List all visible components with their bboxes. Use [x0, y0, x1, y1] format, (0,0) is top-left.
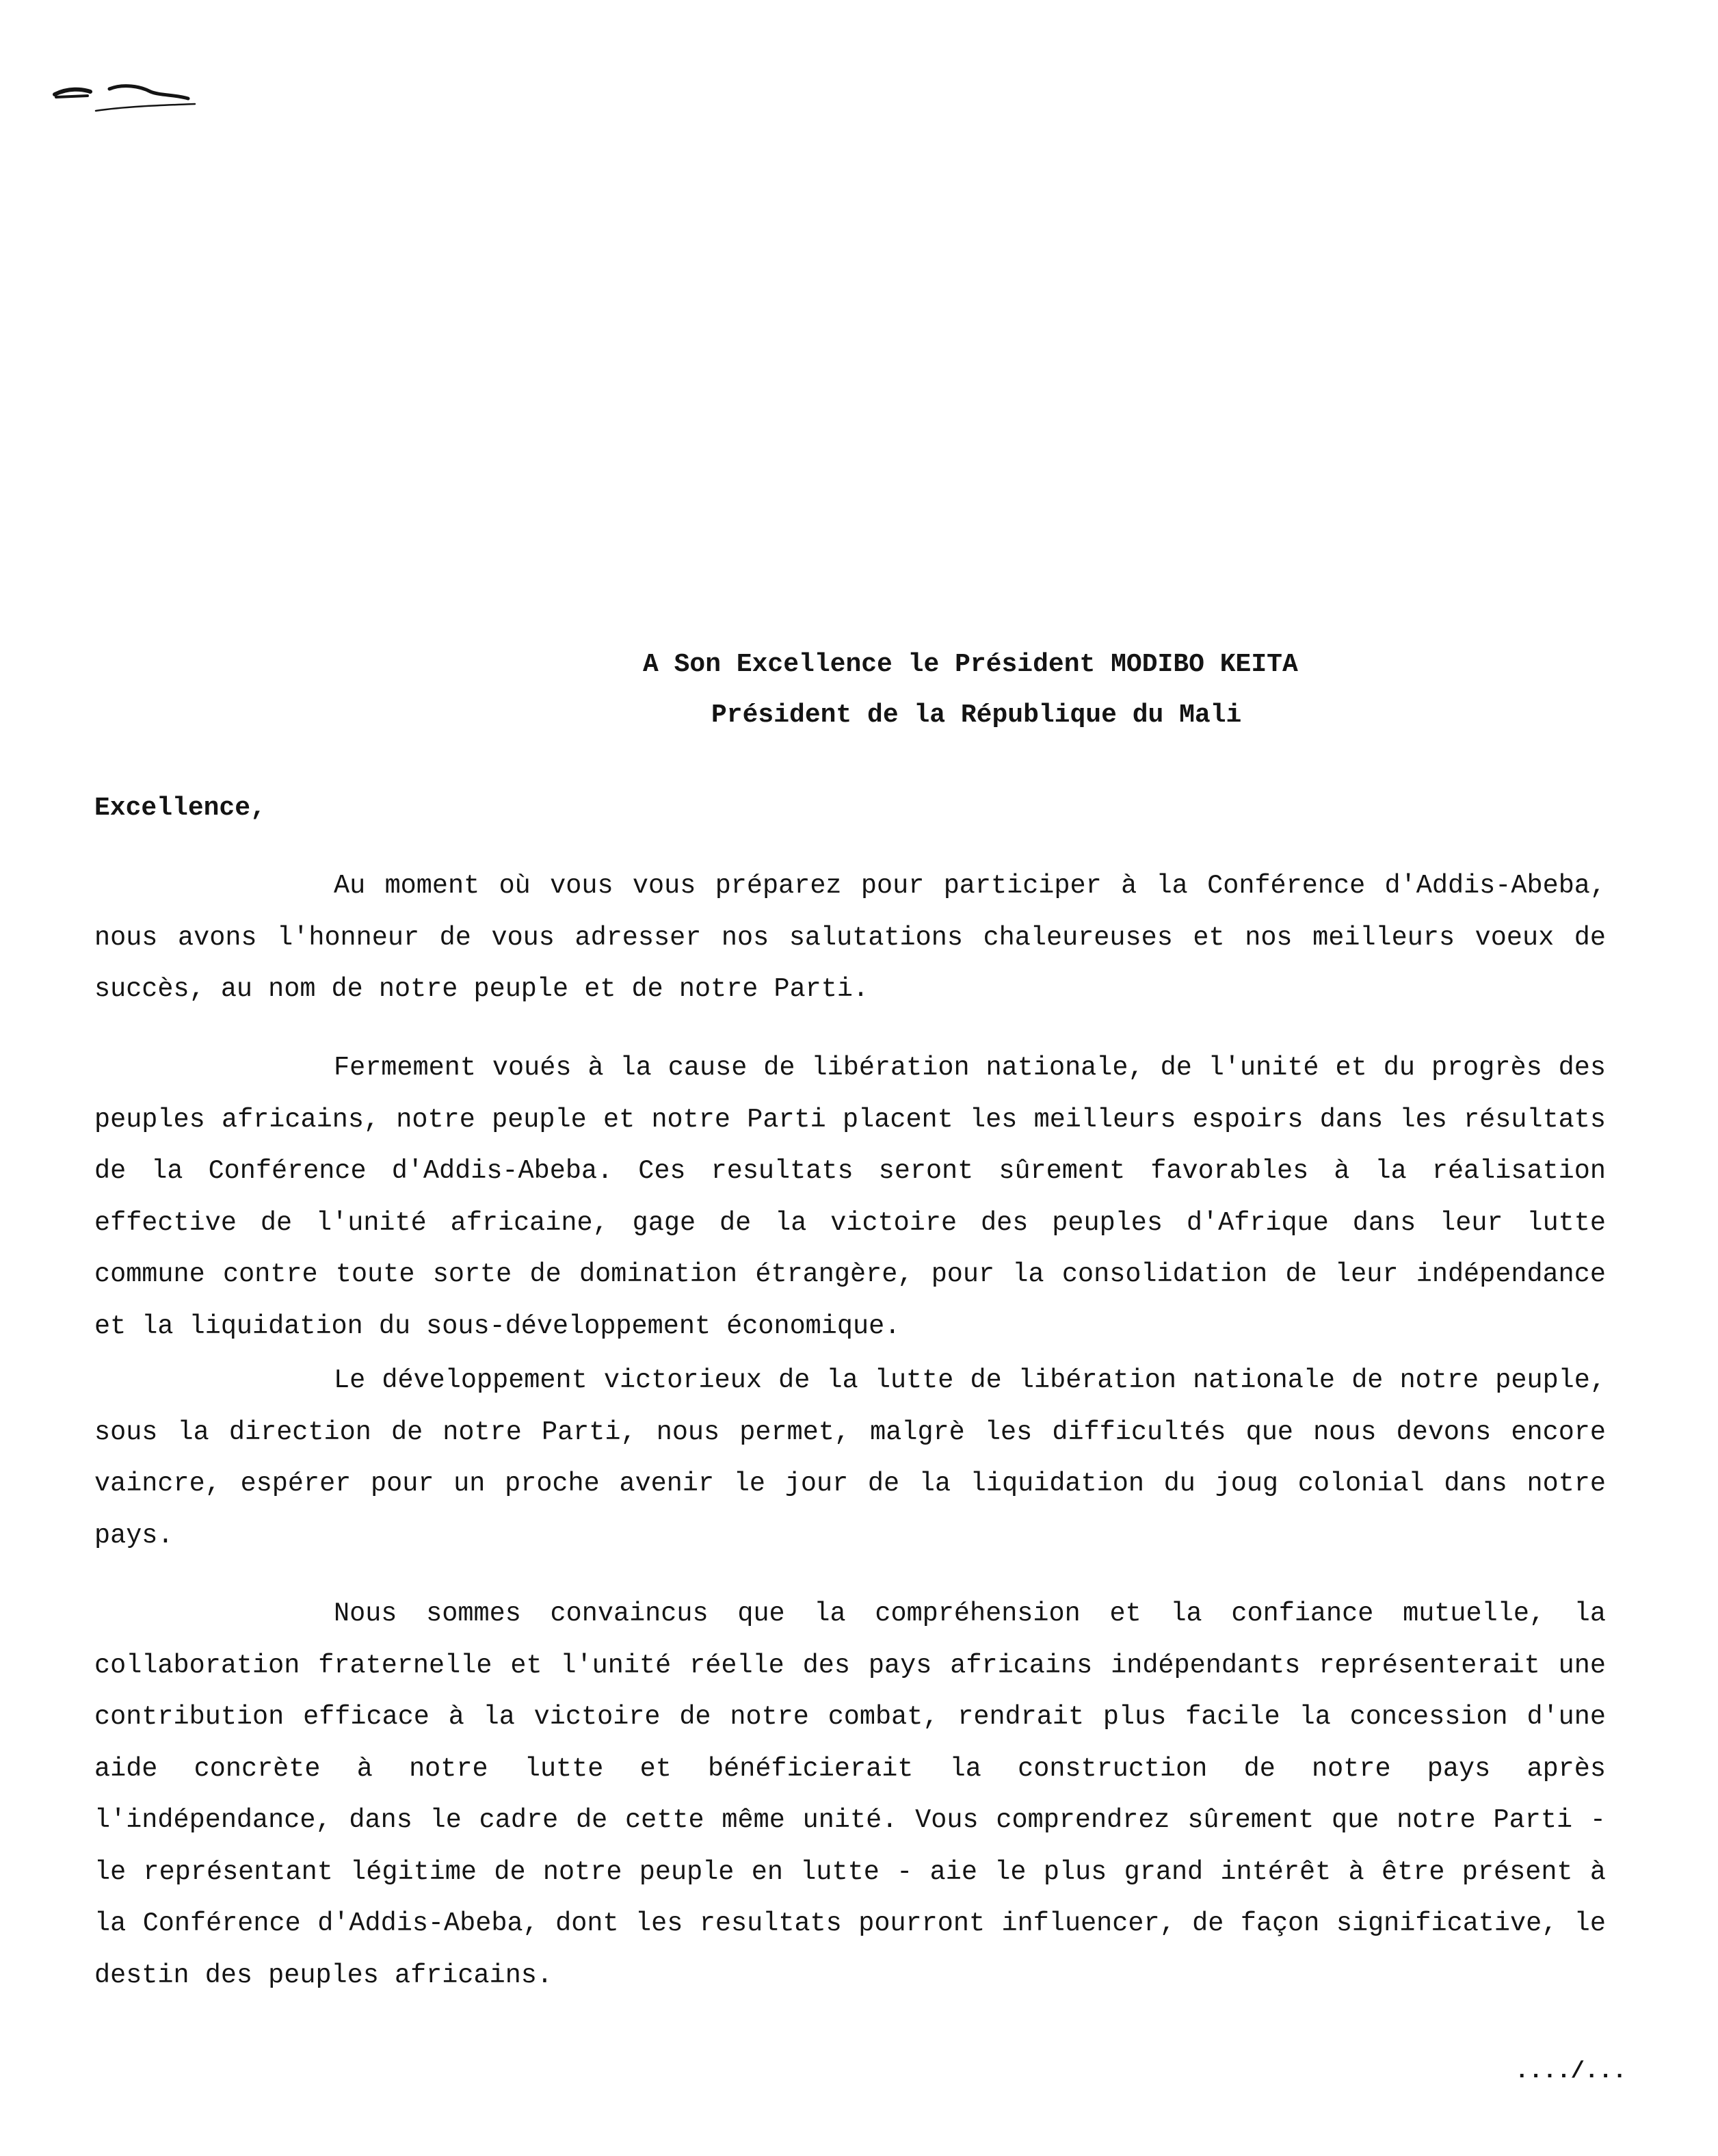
addressee-block — [643, 640, 1298, 741]
addressee-line-2: Président de la République du Mali — [711, 700, 1242, 730]
continuation-marker: ..../... — [1515, 2059, 1627, 2085]
salutation: Excellence, — [94, 793, 266, 823]
addressee-line-1: A Son Excellence le Président MODIBO KEITA — [643, 650, 1298, 679]
handwritten-mark — [48, 68, 205, 116]
paragraph-2: Fermement voués à la cause de libération nationale, de l'unité et du progrès des peuples africains, notre peuple et notre Parti placent les meilleurs espoirs dans les résultats de la Conférence d'Addis-Abeba. Ces resultats seront sûrement favorables à la réalisation effective de l'unité africaine, gage de la victoire des peuples d'Afrique dans leur lutte commune contre toute sorte de domination étrangère, pour la consolidation de leur indépendance et la liquidation du sous-développement économique. — [94, 1053, 1606, 1341]
paragraph-1: Au moment où vous vous préparez pour participer à la Conférence d'Addis-Abeba, nous avons l'honneur de vous adresser nos salutations chaleureuses et nos meilleurs voeux de succès, au nom de notre peuple et de notre Parti. — [94, 871, 1606, 1004]
paragraph-4: Nous sommes convaincus que la compréhension et la confiance mutuelle, la collaboration fraternelle et l'unité réelle des pays africains indépendants représenterait une contribution efficace à la victoire de notre combat, rendrait plus facile la concession d'une aide concrète à notre lutte et bénéficierait la construction de notre pays après l'indépendance, dans le cadre de cette même unité. Vous comprendrez sûrement que notre Parti - le représentant légitime de notre peuple en lutte - aie le plus grand intérêt à être présent à la Conférence d'Addis-Abeba, dont les resultats pourront influencer, de façon significative, le destin des peuples africains. — [94, 1599, 1606, 1990]
paragraph-3: Le développement victorieux de la lutte de libération nationale de notre peuple, sous la direction de notre Parti, nous permet, malgrè les difficultés que nous devons encore vaincre, espérer pour un proche avenir le jour de la liquidation du joug colonial dans notre pays. — [94, 1365, 1606, 1551]
